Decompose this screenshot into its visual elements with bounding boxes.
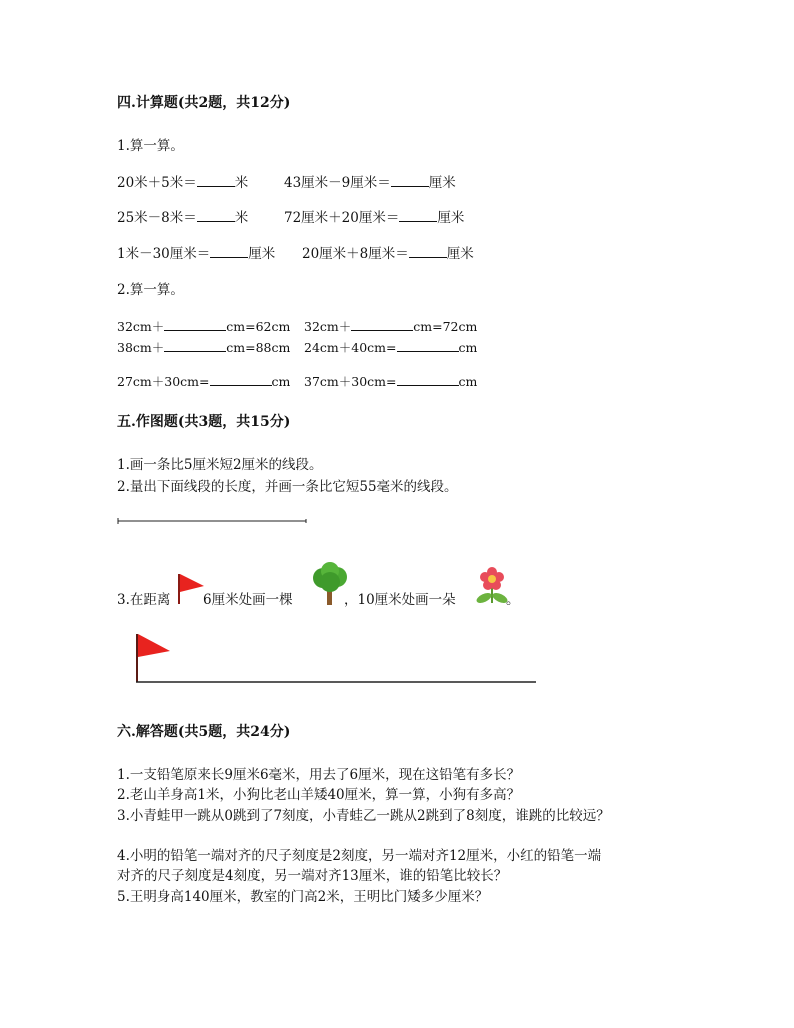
answer-blank[interactable] [399, 209, 437, 222]
answer-blank[interactable] [197, 209, 235, 222]
section6-q1: 1.一支铅笔原来长9厘米6毫米，用去了6厘米，现在这铅笔有多长？ [117, 767, 521, 783]
section4-q1-label: 1.算一算。 [117, 138, 184, 154]
red-flag-icon [137, 634, 170, 682]
section6-q5: 5.王明身高140厘米，教室的门高2米，王明比门矮多少厘米？ [117, 889, 489, 905]
section4-q2-label: 2.算一算。 [117, 282, 184, 298]
section6-title: 六.解答题(共5题，共24分) [117, 724, 291, 740]
calc-row-2-left: 25米－8米＝ 米 [117, 210, 249, 226]
calc-row-2-right: 72厘米＋20厘米＝ 厘米 [284, 210, 465, 226]
calc-row-1-left: 20米＋5米＝ 米 [117, 175, 249, 191]
answer-blank[interactable] [210, 245, 248, 258]
answer-blank[interactable] [164, 339, 226, 352]
section5-q2: 2.量出下面线段的长度，并画一条比它短55毫米的线段。 [117, 479, 458, 495]
section5-q3-part3: ，10厘米处画一朵 [344, 592, 456, 608]
section4-title: 四.计算题(共2题，共12分) [117, 95, 291, 111]
section6-q4-line1: 4.小明的铅笔一端对齐的尺子刻度是2刻度，另一端对齐12厘米，小红的铅笔一端 [117, 848, 602, 864]
calc-row-3-left: 1米－30厘米＝ 厘米 [117, 246, 276, 262]
section6-q3: 3.小青蛙甲一跳从0跳到了7刻度，小青蛙乙一跳从2跳到了8刻度，谁跳的比较远？ [117, 808, 610, 824]
calc-row-1-right: 43厘米－9厘米＝ 厘米 [284, 175, 456, 191]
section5-q3-part1: 3.在距离 [117, 592, 171, 608]
cm-row-3-left: 27cm＋30cm= cm [117, 374, 291, 389]
cm-row-1-right: 32cm＋ cm=72cm [304, 319, 478, 334]
cm-row-3-right: 37cm＋30cm= cm [304, 374, 478, 389]
section5-q3-part2: 6厘米处画一棵 [203, 592, 293, 608]
answer-blank[interactable] [210, 373, 272, 386]
measure-line-segment [114, 515, 310, 527]
section6-q2: 2.老山羊身高1米，小狗比老山羊矮40厘米，算一算，小狗有多高？ [117, 787, 521, 803]
answer-blank[interactable] [164, 318, 226, 331]
answer-blank[interactable] [351, 318, 413, 331]
answer-blank[interactable] [197, 174, 235, 187]
flag-baseline-drawing [130, 630, 540, 686]
cm-row-2-left: 38cm＋ cm=88cm [117, 340, 291, 355]
answer-blank[interactable] [409, 245, 447, 258]
section5-title: 五.作图题(共3题，共15分) [117, 414, 291, 430]
cm-row-2-right: 24cm＋40cm= cm [304, 340, 478, 355]
answer-blank[interactable] [397, 339, 459, 352]
calc-row-3-right: 20厘米＋8厘米＝ 厘米 [302, 246, 474, 262]
answer-blank[interactable] [397, 373, 459, 386]
section5-q3-part4: 。 [506, 592, 520, 608]
section5-q1: 1.画一条比5厘米短2厘米的线段。 [117, 457, 323, 473]
section6-q4-line2: 对齐的尺子刻度是4刻度，另一端对齐13厘米，谁的铅笔比较长？ [117, 868, 508, 884]
cm-row-1-left: 32cm＋ cm=62cm [117, 319, 291, 334]
answer-blank[interactable] [391, 174, 429, 187]
